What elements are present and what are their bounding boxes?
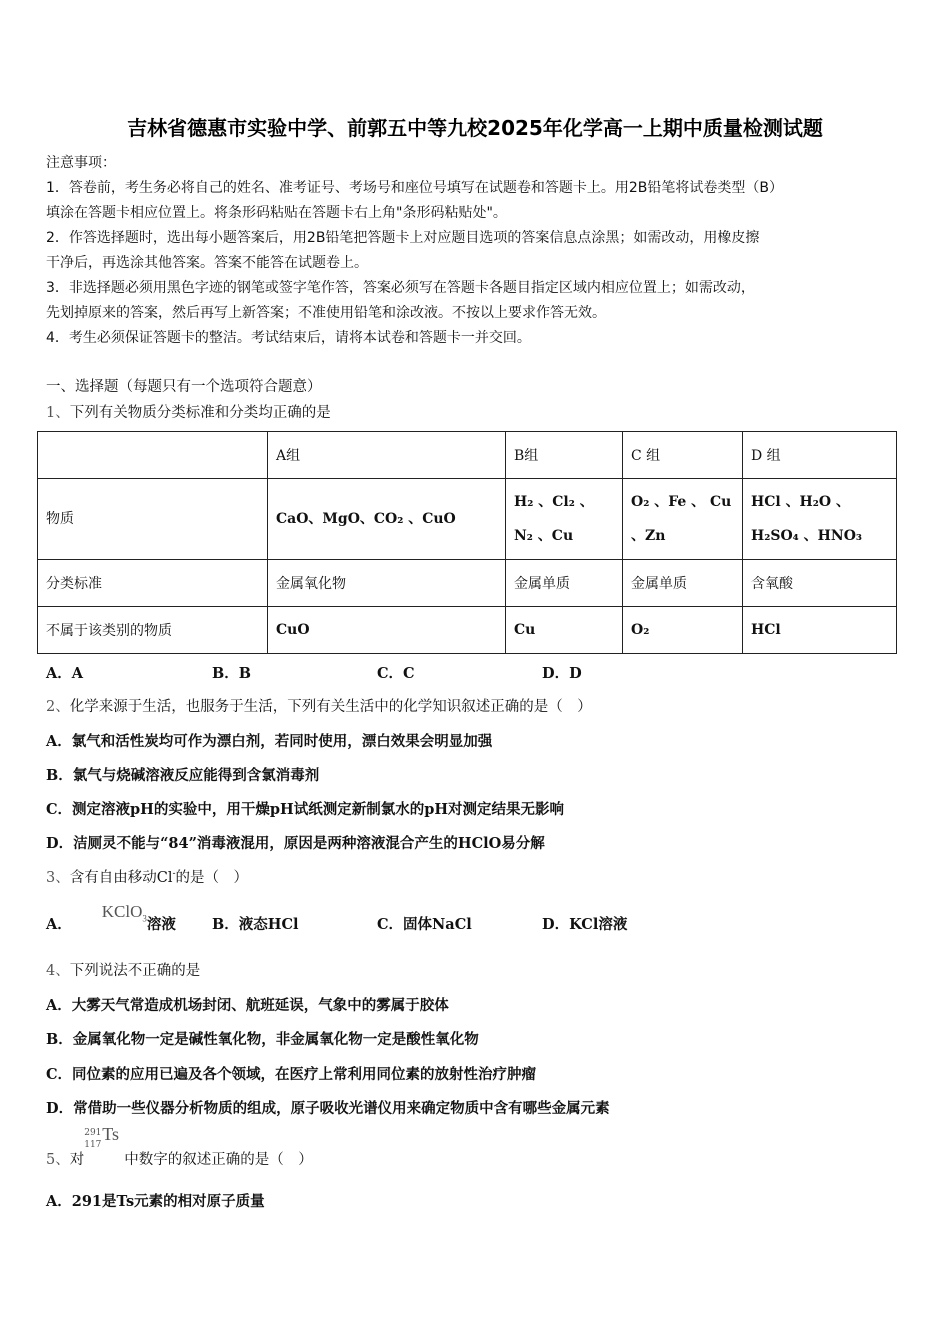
option-label: A．: [46, 916, 72, 933]
question-2-stem: [46, 695, 592, 716]
option-c[interactable]: C．测定溶液pH的实验中，用干燥pH试纸测定新制氯水的pH对测定结果无影响: [46, 801, 565, 818]
notice-line: 填涂在答题卡相应位置上。将条形码粘贴在答题卡右上角"条形码粘贴处"。: [46, 205, 507, 221]
table-row: [38, 479, 897, 560]
notice-line: 干净后，再选涂其他答案。答案不能答在试题卷上。: [46, 255, 368, 271]
option-d[interactable]: D．KCl溶液: [542, 916, 628, 933]
table-cell: CaO、MgO、CO₂ 、CuO: [268, 479, 506, 560]
notice-line: 先划掉原来的答案，然后再写上新答案；不准使用铅笔和涂改液。不按以上要求作答无效。: [46, 305, 606, 321]
table-row: [38, 560, 897, 607]
option-a[interactable]: [46, 902, 176, 935]
question-3-stem: [46, 866, 248, 887]
option-c[interactable]: C．C: [377, 665, 415, 682]
table-row: [38, 607, 897, 654]
table-cell: O₂: [623, 607, 743, 654]
option-a[interactable]: A．大雾天气常造成机场封闭、航班延误，气象中的雾属于胶体: [46, 997, 449, 1014]
table-cell: HCl: [743, 607, 897, 654]
table-cell: H₂ 、Cl₂ 、 N₂ 、Cu: [506, 479, 623, 560]
isotope-notation: 291 117 Ts: [84, 1124, 119, 1150]
question-number: 5、: [46, 1152, 70, 1168]
table-cell: 金属单质: [506, 560, 623, 607]
question-text: 对: [69, 1152, 85, 1168]
question-number: 2、: [46, 699, 70, 715]
page-title: 吉林省德惠市实验中学、前郭五中等九校2025年化学高一上期中质量检测试题: [127, 116, 823, 140]
option-c[interactable]: C．固体NaCl: [377, 916, 472, 933]
notice-heading: 注意事项：: [46, 155, 116, 171]
table-cell: 含氧酸: [743, 560, 897, 607]
table-cell: 金属单质: [623, 560, 743, 607]
option-b[interactable]: B．氯气与烧碱溶液反应能得到含氯消毒剂: [46, 767, 320, 784]
table-cell: CuO: [268, 607, 506, 654]
table-header-b: B组: [506, 432, 623, 479]
table-cell: O₂ 、Fe 、 Cu 、Zn: [623, 479, 743, 560]
option-a[interactable]: A．A: [46, 665, 84, 682]
question-number: 1、: [46, 405, 70, 421]
notice-line: 3．非选择题必须用黑色字迹的钢笔或签字笔作答，答案必须写在答题卡各题目指定区域内相应位置上；如需改动，: [46, 280, 755, 296]
row-label: 不属于该类别的物质: [38, 607, 268, 654]
formula-image: KClO$_3$: [101, 902, 147, 924]
option-b[interactable]: B．金属氧化物一定是碱性氧化物，非金属氧化物一定是酸性氧化物: [46, 1031, 479, 1048]
question-1-stem: [46, 401, 331, 422]
question-text: 中数字的叙述正确的是（ ）: [124, 1152, 313, 1168]
section-heading: 一、选择题（每题只有一个选项符合题意）: [46, 379, 322, 395]
table-header-a: A组: [268, 432, 506, 479]
table-cell: HCl 、H₂O 、 H₂SO₄ 、HNO₃: [743, 479, 897, 560]
table-cell: Cu: [506, 607, 623, 654]
question-text: 含有自由移动Cl: [69, 870, 173, 886]
table-header-row: [38, 432, 897, 479]
option-b[interactable]: B．B: [212, 665, 252, 682]
question-number: 4、: [46, 963, 70, 979]
option-a[interactable]: A．氯气和活性炭均可作为漂白剂，若同时使用，漂白效果会明显加强: [46, 733, 493, 750]
option-d[interactable]: D．D: [542, 665, 582, 682]
table-cell: [38, 432, 268, 479]
question-text: 下列说法不正确的是: [69, 963, 201, 979]
table-header-d: D 组: [743, 432, 897, 479]
row-label: 物质: [38, 479, 268, 560]
option-d[interactable]: D．洁厕灵不能与“84”消毒液混用，原因是两种溶液混合产生的HClO易分解: [46, 835, 545, 852]
notice-line: 2．作答选择题时，选出每小题答案后，用2B铅笔把答题卡上对应题目选项的答案信息点涂黑；如需改动，用橡皮擦: [46, 230, 760, 246]
notice-line: 1．答卷前，考生务必将自己的姓名、准考证号、考场号和座位号填写在试题卷和答题卡上。用2B铅笔将试卷类型（B）: [46, 180, 784, 196]
option-b[interactable]: B．液态HCl: [212, 916, 299, 933]
option-d[interactable]: D．常借助一些仪器分析物质的组成，原子吸收光谱仪用来确定物质中含有哪些金属元素: [46, 1100, 610, 1117]
row-label: 分类标准: [38, 560, 268, 607]
question-4-stem: [46, 959, 200, 980]
table-header-c: C 组: [623, 432, 743, 479]
question-text: 化学来源于生活，也服务于生活，下列有关生活中的化学知识叙述正确的是（ ）: [69, 699, 592, 715]
charge-superscript: -: [172, 869, 176, 880]
table-cell: 金属氧化物: [268, 560, 506, 607]
question-number: 3、: [46, 870, 70, 886]
question-5-stem: [46, 1124, 313, 1169]
question-text: 下列有关物质分类标准和分类均正确的是: [69, 405, 331, 421]
option-a[interactable]: A．291是Ts元素的相对原子质量: [46, 1193, 265, 1210]
option-c[interactable]: C．同位素的应用已遍及各个领域，在医疗上常利用同位素的放射性治疗肿瘤: [46, 1066, 537, 1083]
classification-table: [37, 431, 897, 654]
option-text: 溶液: [146, 916, 176, 933]
notice-line: 4．考生必须保证答题卡的整洁。考试结束后，请将本试卷和答题卡一并交回。: [46, 330, 531, 346]
question-text: 的是（ ）: [175, 870, 249, 886]
